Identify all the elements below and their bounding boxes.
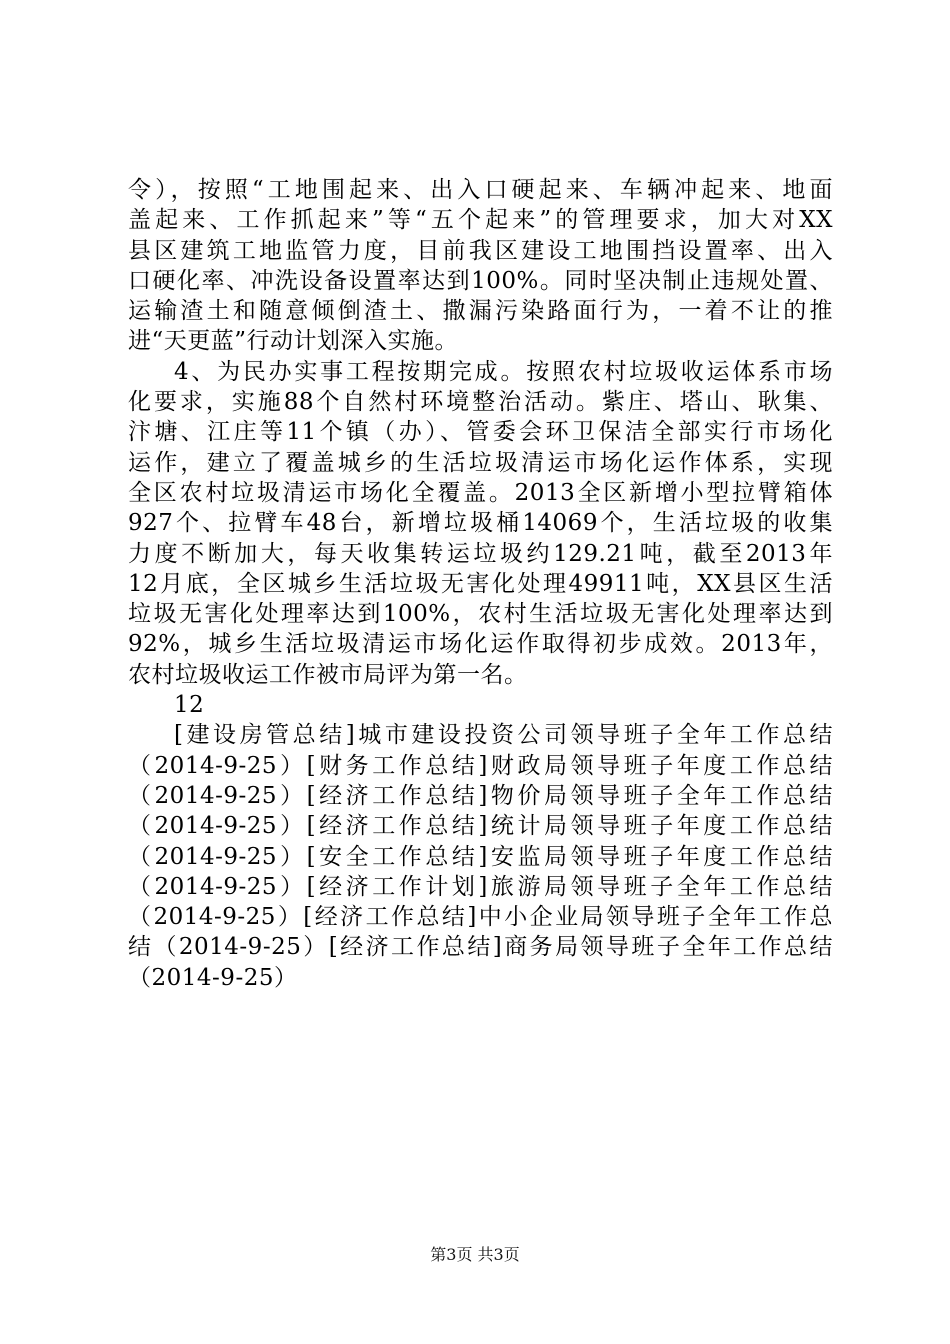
document-body [128, 175, 833, 993]
paragraph-1-line: 令），按照“工地围起来、出入口硬起来、车辆冲起来、地面 [128, 177, 833, 203]
paragraph-2-line: 力度不断加大，每天收集转运垃圾约129.21吨，截至2013年 [128, 540, 833, 567]
page-number-footer: 第3页 共3页 [430, 1245, 520, 1264]
paragraph-4-line: （2014-9-25）[经济工作计划]旅游局领导班子全年工作总结 [128, 873, 833, 900]
paragraph-4-line: （2014-9-25）[安全工作总结]安监局领导班子年度工作总结 [128, 843, 833, 870]
paragraph-2-line: 4、为民办实事工程按期完成。按照农村垃圾收运体系市场 [174, 358, 833, 385]
paragraph-2-line: 12月底，全区城乡生活垃圾无害化处理49911吨，XX县区生活 [128, 570, 833, 597]
paragraph-4-line: （2014-9-25）[经济工作总结]统计局领导班子年度工作总结 [128, 813, 833, 840]
paragraph-1-line: 盖起来、工作抓起来”等“五个起来”的管理要求，加大对XX [128, 207, 833, 234]
paragraph-3-line: 12 [174, 692, 205, 719]
paragraph-2-line: 化要求，实施88个自然村环境整治活动。紫庄、塔山、耿集、 [128, 389, 833, 416]
paragraph-4-line: [建设房管总结]城市建设投资公司领导班子全年工作总结 [174, 722, 833, 749]
paragraph-2-line: 927个、拉臂车48台，新增垃圾桶14069个，生活垃圾的收集 [128, 510, 833, 537]
paragraph-1-line: 口硬化率、冲洗设备设置率达到100%。同时坚决制止违规处置、 [128, 267, 833, 294]
paragraph-2-line: 全区农村垃圾清运市场化全覆盖。2013全区新增小型拉臂箱体 [128, 479, 833, 506]
paragraph-4-line: （2014-9-25）[财务工作总结]财政局领导班子年度工作总结 [128, 752, 833, 779]
paragraph-4-line: （2014-9-25）[经济工作总结]物价局领导班子全年工作总结 [128, 782, 833, 809]
paragraph-1-line: 县区建筑工地监管力度，目前我区建设工地围挡设置率、出入 [128, 237, 833, 264]
paragraph-4-line: （2014-9-25） [128, 964, 298, 991]
paragraph-1-line: 进“天更蓝”行动计划深入实施。 [128, 328, 459, 355]
paragraph-4-line: 结（2014-9-25）[经济工作总结]商务局领导班子全年工作总结 [128, 934, 833, 961]
paragraph-2-line: 92%，城乡生活垃圾清运市场化运作取得初步成效。2013年， [128, 631, 833, 658]
paragraph-4-line: （2014-9-25）[经济工作总结]中小企业局领导班子全年工作总 [128, 904, 833, 931]
paragraph-2-line: 农村垃圾收运工作被市局评为第一名。 [128, 661, 528, 688]
paragraph-2-line: 汴塘、江庄等11个镇（办）、管委会环卫保洁全部实行市场化 [128, 419, 833, 446]
paragraph-2-line: 运作，建立了覆盖城乡的生活垃圾清运市场化运作体系，实现 [128, 449, 833, 476]
paragraph-1-line: 运输渣土和随意倾倒渣土、撒漏污染路面行为，一着不让的推 [128, 298, 833, 325]
paragraph-2-line: 垃圾无害化处理率达到100%，农村生活垃圾无害化处理率达到 [128, 601, 833, 628]
